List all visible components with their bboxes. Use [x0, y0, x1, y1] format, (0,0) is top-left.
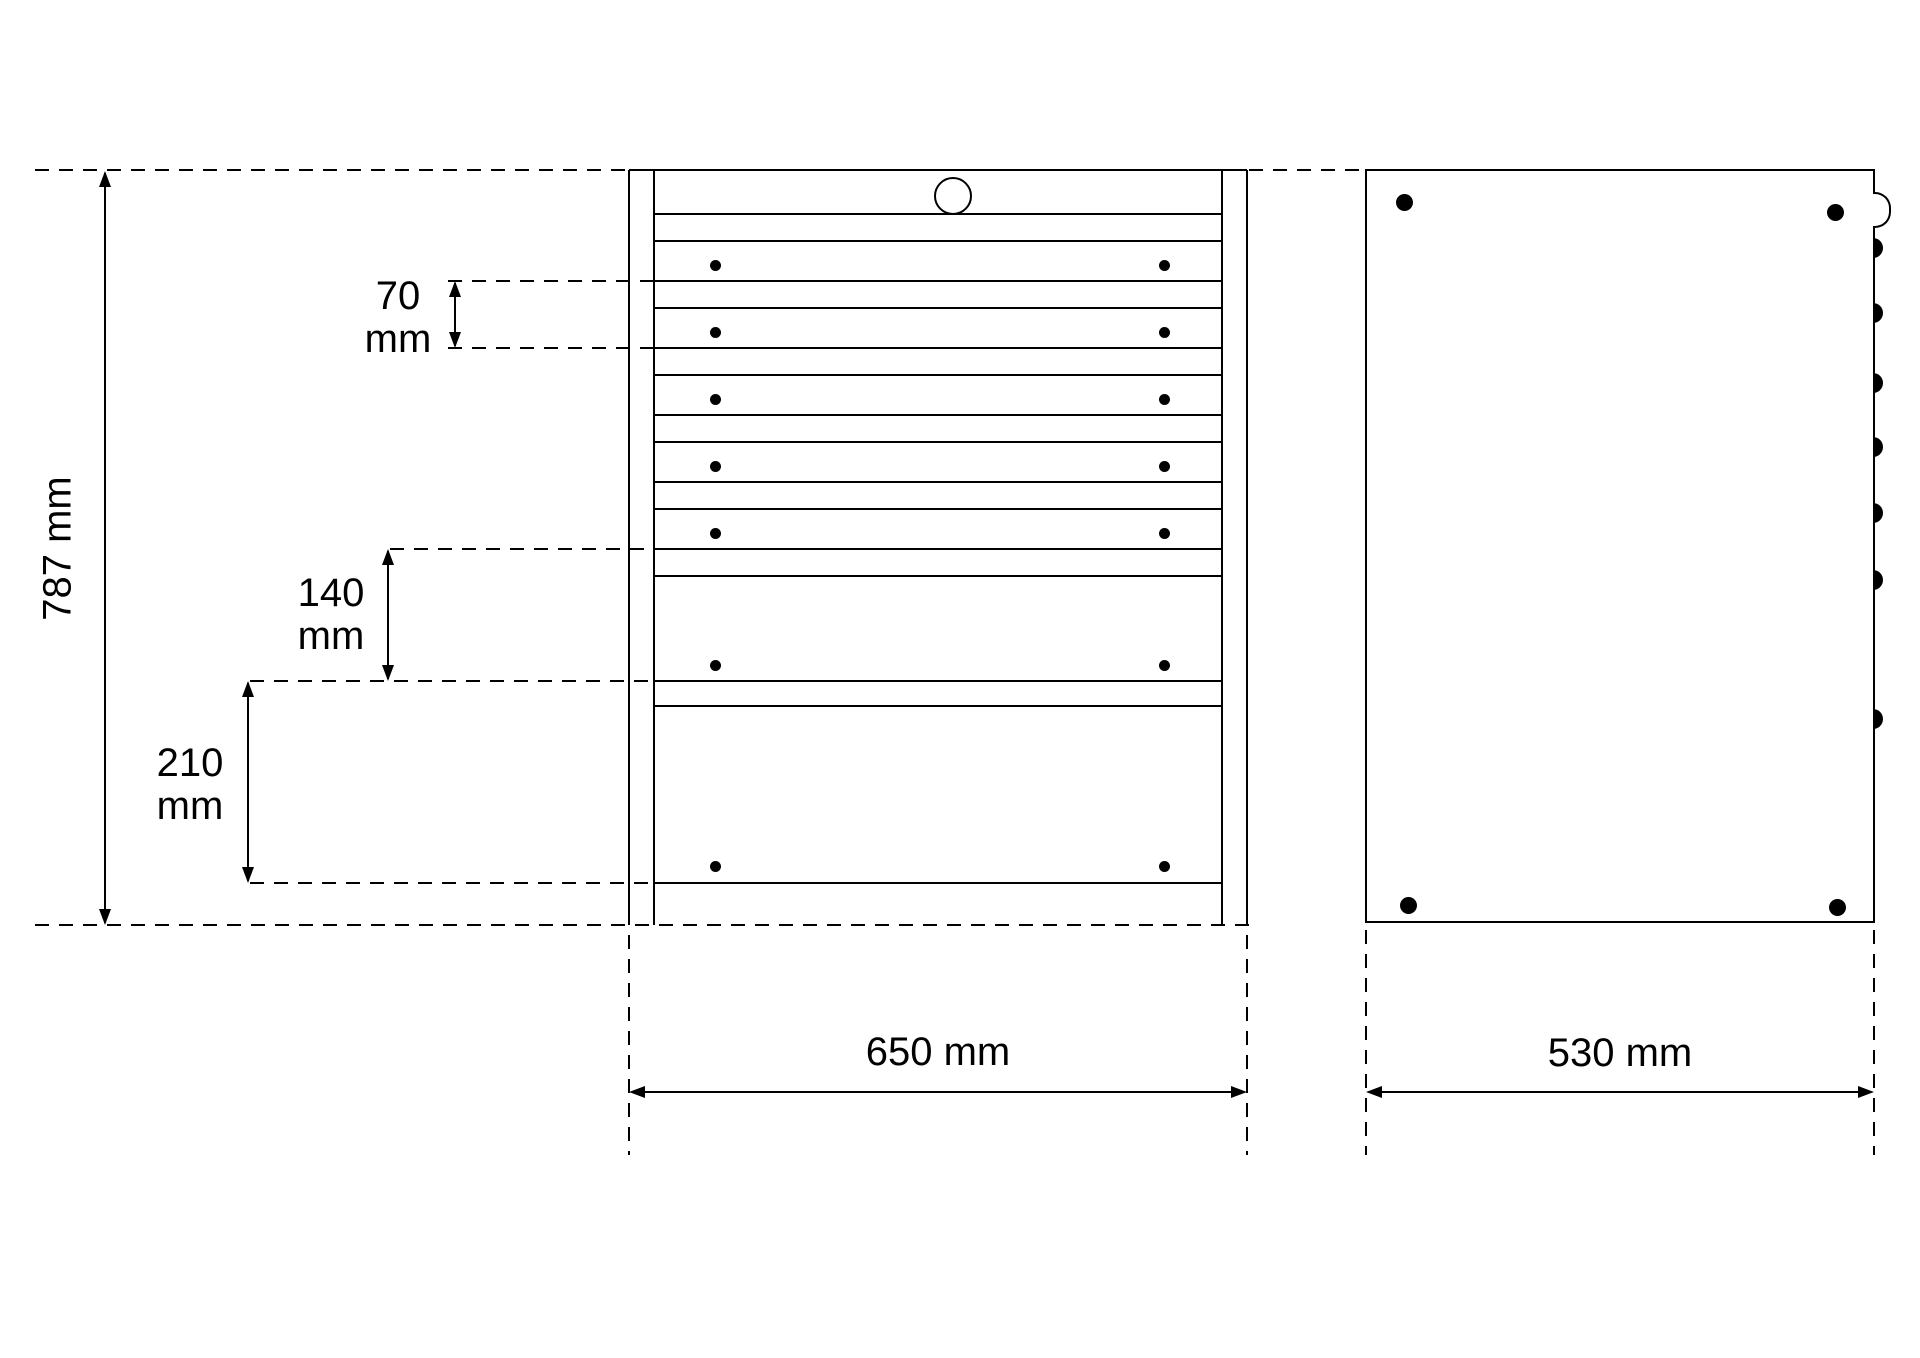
- dim-width-label: 650 mm: [865, 1030, 1011, 1074]
- panel-bottom-line: [655, 213, 1222, 215]
- rivet-dot-bottom-right: [1829, 899, 1846, 916]
- arrowhead-left-icon: [1366, 1086, 1382, 1098]
- drawer1-front-top-line: [655, 240, 1222, 242]
- ext-line-side-left: [1365, 930, 1367, 1155]
- dim-large-drawer-label: [110, 742, 270, 828]
- drawer4-bottom-line: [655, 481, 1222, 483]
- drawer3-handle-dot: [710, 394, 721, 405]
- drawer7-front-top-line: [655, 705, 1222, 707]
- dim-large-drawer-value: 210: [156, 741, 224, 785]
- drawer3-handle-dot: [1159, 394, 1170, 405]
- edge-pin-icon: [1873, 709, 1883, 729]
- arrowhead-right-icon: [1858, 1086, 1874, 1098]
- drawer4-front-top-line: [655, 441, 1222, 443]
- drawer4-handle-dot: [1159, 461, 1170, 472]
- edge-pin-icon: [1873, 373, 1883, 393]
- drawer5-bottom-line: [655, 548, 1222, 550]
- drawer5-front-top-line: [655, 508, 1222, 510]
- drawer7-bottom-line: [655, 882, 1222, 884]
- drawer7-handle-dot: [710, 861, 721, 872]
- arrowhead-down-icon: [382, 665, 394, 681]
- drawer6-bottom-line: [655, 680, 1222, 682]
- drawer1-handle-dot: [710, 260, 721, 271]
- dim-medium-arrow-line: [387, 551, 389, 679]
- ext-line-drawer1-top: [448, 280, 654, 282]
- ext-line-front-left: [628, 935, 630, 1155]
- dim-small-drawer-unit: mm: [364, 317, 432, 361]
- dim-height-label: 787 mm: [35, 476, 80, 621]
- dim-medium-drawer-unit: mm: [297, 614, 365, 658]
- arrowhead-down-icon: [242, 867, 254, 883]
- dim-small-drawer-value: 70: [375, 274, 421, 318]
- drawer1-handle-dot: [1159, 260, 1170, 271]
- dim-depth-arrow-line: [1369, 1091, 1871, 1093]
- front-top-edge: [629, 169, 1247, 171]
- ext-line-front-right: [1246, 935, 1248, 1155]
- drawer6-front-top-line: [655, 575, 1222, 577]
- lock-bump-icon: [1873, 192, 1891, 228]
- ext-line-side-right: [1873, 930, 1875, 1155]
- front-right-outer-edge: [1246, 170, 1248, 925]
- ext-line-drawer6-top: [390, 548, 654, 550]
- drawer6-handle-dot: [710, 660, 721, 671]
- arrowhead-up-icon: [242, 681, 254, 697]
- arrowhead-right-icon: [1231, 1086, 1247, 1098]
- ext-line-top-between-views: [1249, 169, 1366, 171]
- drawer1-bottom-line: [655, 280, 1222, 282]
- edge-pin-icon: [1873, 303, 1883, 323]
- rivet-dot-top-left: [1396, 194, 1413, 211]
- arrowhead-down-icon: [449, 332, 461, 348]
- drawer2-bottom-line: [655, 347, 1222, 349]
- ext-line-top: [35, 169, 629, 171]
- lock-circle-icon: [934, 177, 972, 215]
- drawer4-handle-dot: [710, 461, 721, 472]
- drawer6-handle-dot: [1159, 660, 1170, 671]
- drawer7-handle-dot: [1159, 861, 1170, 872]
- ext-line-bottom: [35, 924, 1250, 926]
- arrowhead-up-icon: [449, 281, 461, 297]
- dim-depth-label: 530 mm: [1547, 1031, 1693, 1075]
- drawer5-handle-dot: [710, 528, 721, 539]
- edge-pin-icon: [1873, 238, 1883, 258]
- arrowhead-down-icon: [99, 909, 111, 925]
- dim-height-arrow-line: [104, 173, 106, 923]
- drawer3-front-top-line: [655, 374, 1222, 376]
- arrowhead-left-icon: [629, 1086, 645, 1098]
- dim-large-drawer-unit: mm: [156, 784, 224, 828]
- edge-pin-icon: [1873, 437, 1883, 457]
- rivet-dot-bottom-left: [1400, 897, 1417, 914]
- drawer2-handle-dot: [710, 327, 721, 338]
- front-left-outer-edge: [628, 170, 630, 925]
- edge-pin-icon: [1873, 503, 1883, 523]
- drawer2-front-top-line: [655, 307, 1222, 309]
- dim-width-arrow-line: [632, 1091, 1244, 1093]
- dim-medium-drawer-value: 140: [297, 571, 365, 615]
- arrowhead-up-icon: [382, 549, 394, 565]
- side-panel-outline: [1365, 169, 1875, 923]
- rivet-dot-top-right: [1827, 204, 1844, 221]
- drawer3-bottom-line: [655, 414, 1222, 416]
- drawer5-handle-dot: [1159, 528, 1170, 539]
- ext-line-drawer7-bottom: [250, 882, 654, 884]
- ext-line-drawer1-bottom: [448, 347, 654, 349]
- drawer2-handle-dot: [1159, 327, 1170, 338]
- ext-line-drawer7-top: [250, 680, 654, 682]
- dim-large-arrow-line: [247, 683, 249, 881]
- arrowhead-up-icon: [99, 171, 111, 187]
- edge-pin-icon: [1873, 570, 1883, 590]
